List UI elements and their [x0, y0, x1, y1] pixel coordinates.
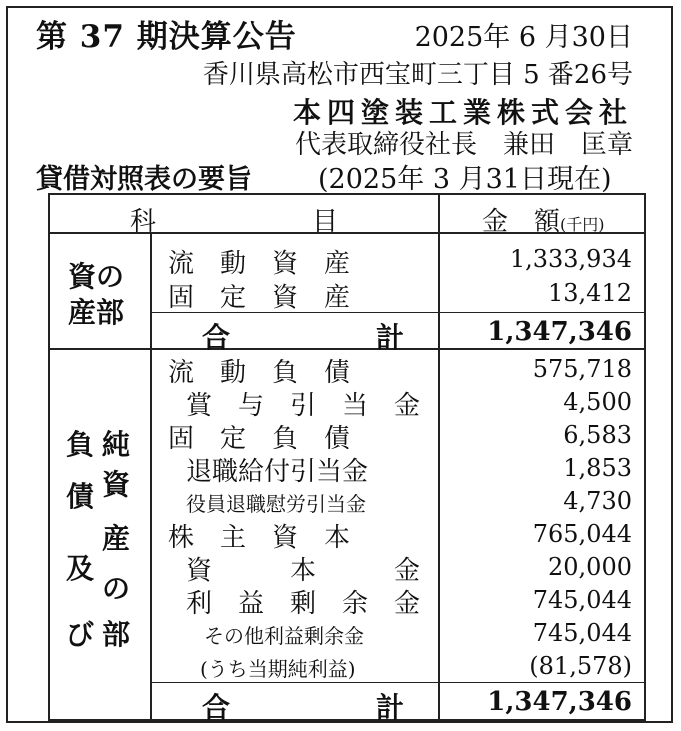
assets-group-line1: 資の — [68, 260, 125, 293]
liability-item-label: 賞 与 引 当 金 — [186, 391, 421, 421]
liability-item-label: 固 定 負 債 — [168, 424, 351, 454]
assets-total-label-right: 計 — [376, 321, 405, 354]
liab-group-char: 債 — [66, 480, 95, 513]
equity-item-label: 株 主 資 本 — [168, 523, 351, 553]
liabilities-total-label-left: 合 — [202, 691, 231, 724]
section-title: 貸借対照表の要旨 — [36, 164, 252, 195]
liability-item-amount: 1,853 — [563, 454, 632, 482]
asset-item-amount: 1,333,934 — [509, 245, 632, 273]
equity-item-amount: 765,044 — [532, 520, 632, 548]
equity-item-label: その他利益剰余金 — [204, 624, 364, 648]
net-assets-group-char: 産 — [102, 522, 131, 555]
equity-item-label: 利 益 剰 余 金 — [186, 589, 421, 619]
company-address: 香川県高松市西宝町三丁目 5 番26号 — [202, 60, 633, 90]
header-amount — [482, 201, 605, 238]
equity-item-amount: 745,044 — [532, 619, 632, 647]
liability-item-amount: 6,583 — [563, 421, 632, 449]
liab-group-char: び — [66, 618, 95, 651]
notice-page — [6, 6, 673, 723]
group-column-divider — [150, 234, 152, 721]
liab-group-char: 及 — [66, 552, 95, 585]
liability-item-label: 退職給付引当金 — [186, 457, 369, 487]
notice-date: 2025年 6 月30日 — [414, 22, 633, 53]
header-subject: 科 目 — [130, 207, 339, 237]
liability-item-label: 流 動 負 債 — [168, 358, 351, 388]
header-unit: (千円) — [560, 215, 605, 234]
liability-item-amount: 4,730 — [563, 487, 632, 515]
equity-item-label: (うち当期純利益) — [200, 657, 356, 681]
liabilities-total-label-right: 計 — [376, 691, 405, 724]
equity-item-amount: 745,044 — [532, 586, 632, 614]
equity-item-amount: (81,578) — [529, 652, 632, 680]
assets-total-amount: 1,347,346 — [487, 317, 632, 347]
net-assets-group-char: の — [102, 572, 131, 605]
liabilities-total-amount: 1,347,346 — [487, 687, 632, 717]
company-name: 本四塗装工業株式会社 — [292, 96, 633, 129]
liability-item-amount: 575,718 — [532, 355, 632, 383]
liability-item-amount: 4,500 — [563, 388, 632, 416]
notice-title: 第 37 期決算公告 — [36, 19, 297, 55]
assets-group-line2: 産部 — [68, 296, 125, 329]
liab-group-char: 負 — [66, 428, 95, 461]
net-assets-group-char: 部 — [102, 618, 131, 651]
asset-item-label: 流 動 資 産 — [168, 249, 351, 279]
equity-item-label: 資 本 金 — [186, 556, 421, 586]
liabilities-total-rule — [150, 682, 644, 683]
assets-section-rule — [50, 348, 644, 350]
net-assets-group-char: 純 — [102, 428, 131, 461]
net-assets-group-char: 資 — [102, 468, 131, 501]
equity-item-amount: 20,000 — [548, 553, 632, 581]
liability-item-label: 役員退職慰労引当金 — [186, 492, 366, 516]
section-date: (2025年 3 月31日現在) — [318, 164, 612, 195]
asset-item-amount: 13,412 — [548, 279, 632, 307]
asset-item-label: 固 定 資 産 — [168, 283, 351, 313]
representative: 代表取締役社長 兼田 匡章 — [294, 130, 633, 160]
amount-column-divider — [438, 195, 440, 721]
header-amount-label: 金 額 — [482, 207, 561, 237]
balance-sheet-table — [48, 193, 646, 724]
assets-total-label-left: 合 — [202, 321, 231, 354]
